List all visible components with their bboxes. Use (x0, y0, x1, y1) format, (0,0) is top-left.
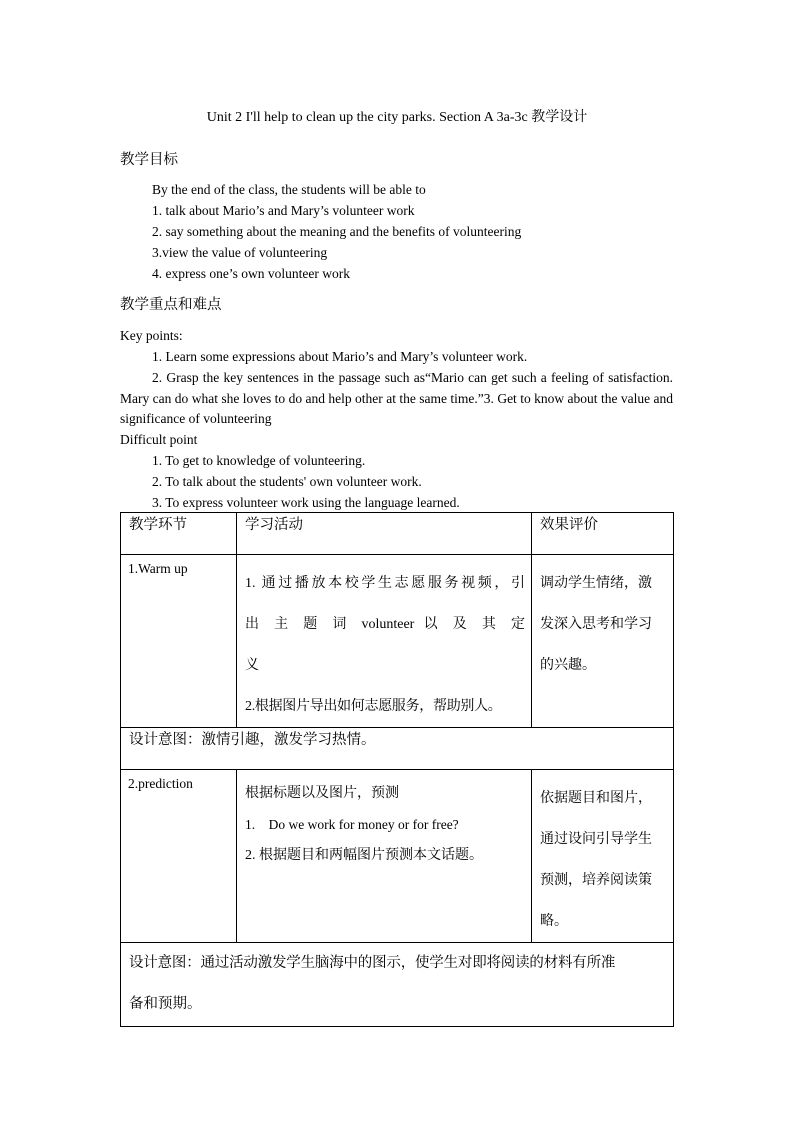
stage-cell: 1.Warm up (121, 555, 237, 728)
activity-cell (237, 770, 532, 943)
table-row (121, 728, 674, 770)
header-cell: 学习活动 (237, 513, 532, 555)
activity-line: 出 主 题 词 volunteer 以 及 其 定 (245, 617, 525, 632)
activity-line: 2.根据图片导出如何志愿服务，帮助别人。 (245, 699, 502, 714)
lesson-plan-table (120, 512, 674, 1027)
stage-cell: 2.prediction (121, 770, 237, 943)
objectives-intro: By the end of the class, the students will be able to (152, 182, 426, 197)
activity-line: 根据标题以及图片，预测 (245, 786, 399, 801)
document-title: Unit 2 I'll help to clean up the city parks. Section A 3a-3c 教学设计 (206, 110, 588, 125)
objective-item: 4. express one’s own volunteer work (152, 266, 350, 281)
key-point-paragraph: 2. Grasp the key sentences in the passage such as“Mario can get such a feeling of satisfaction. Mary can do what she loves to do and help other at the same time.”3. Get to know about the value and significance of volunteering (120, 370, 673, 427)
difficult-point-item: 1. To get to knowledge of volunteering. (152, 453, 366, 468)
header-cell: 效果评价 (532, 513, 674, 555)
difficult-point-item: 2. To talk about the students' own volunteer work. (152, 474, 422, 489)
table-row (121, 770, 674, 943)
key-point-item: 1. Learn some expressions about Mario’s and Mary’s volunteer work. (152, 349, 528, 364)
activity-line: 义 (245, 658, 259, 673)
header-cell: 教学环节 (121, 513, 237, 555)
objective-item: 1. talk about Mario’s and Mary’s volunteer work (152, 203, 415, 218)
design-intent-cell: 设计意图：激情引趣，激发学习热情。 (121, 728, 674, 770)
activity-cell (237, 555, 532, 728)
table-header-row (121, 513, 674, 555)
evaluation-cell: 调动学生情绪，激 发深入思考和学习 的兴趣。 (532, 555, 674, 728)
objective-item: 2. say something about the meaning and the benefits of volunteering (152, 224, 522, 239)
objective-item: 3.view the value of volunteering (152, 245, 328, 260)
design-intent-cell: 设计意图：通过活动激发学生脑海中的图示，使学生对即将阅读的材料有所准 备和预期。 (121, 943, 674, 1027)
activity-line: 2. 根据题目和两幅图片预测本文话题。 (245, 848, 483, 863)
key-difficult-heading: 教学重点和难点 (120, 297, 222, 313)
table-row (121, 943, 674, 1027)
difficult-point-item: 3. To express volunteer work using the language learned. (152, 495, 460, 510)
activity-line: 1. Do we work for money or for free? (245, 817, 459, 832)
key-points-label: Key points: (120, 328, 183, 343)
difficult-point-label: Difficult point (120, 432, 198, 447)
evaluation-cell: 依据题目和图片， 通过设问引导学生 预测，培养阅读策 略。 (532, 770, 674, 943)
objectives-heading: 教学目标 (120, 152, 178, 168)
table-row (121, 555, 674, 728)
activity-line: 1. 通过播放本校学生志愿服务视频，引 (245, 576, 525, 591)
